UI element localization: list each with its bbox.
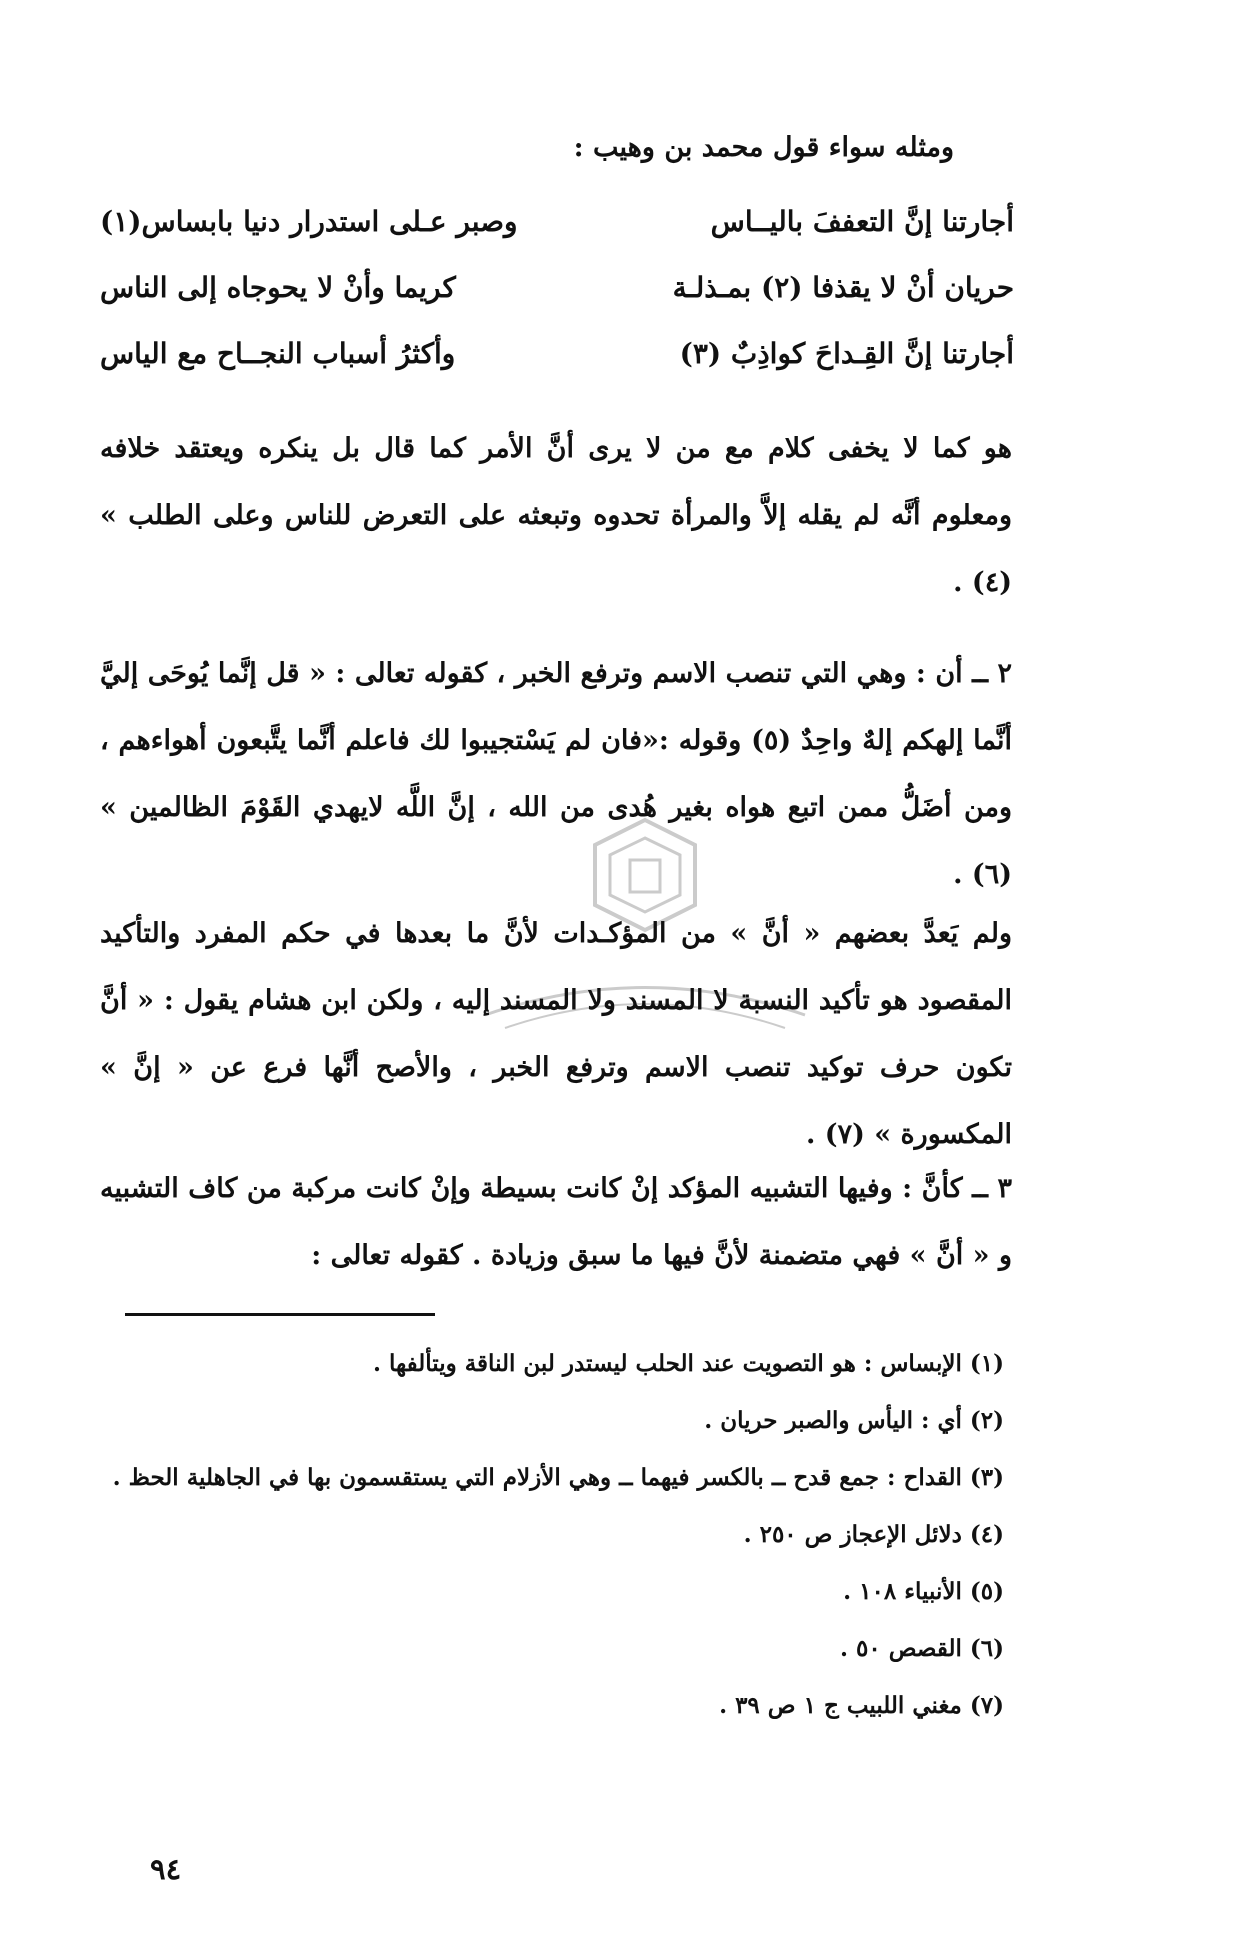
footnote-4: (٤) دلائل الإعجاز ص ٢٥٠ . <box>743 1521 1004 1548</box>
footnote-1: (١) الإبساس : هو التصويت عند الحلب ليستدر لبن الناقة ويتألفها . <box>373 1350 1004 1377</box>
verse-2 <box>100 271 1014 337</box>
footnotes <box>100 1340 1004 1739</box>
footnote-7: (٧) مغني اللبيب ج ١ ص ٣٩ . <box>719 1692 1004 1719</box>
verse-1-first-hemistich: أجارتنا إنَّ التعففَ باليــاس <box>710 205 1014 238</box>
poem-verses <box>100 205 1014 403</box>
paragraph-section-2-anna: ٢ ــ أن : وهي التي تنصب الاسم وترفع الخبر ، كقوله تعالى : « قل إنَّما يُوحَى إليَّ أنَّما إلهكم إلهٌ واحِدٌ (٥) وقوله :«فان لم يَسْتجيبوا لك فاعلم أنَّما يتَّبعون أهواءهم ، ومن أضَلُّ ممن اتبع هواه بغير هُدى من الله ، إنَّ اللَّه لايهدي القَوْمَ الظالمين » (٦) . <box>100 658 1012 890</box>
paragraph-commentary: هو كما لا يخفى كلام مع من لا يرى أنَّ الأمر كما قال بل ينكره ويعتقد خلافه ومعلوم أنَّه لم يقله إلاَّ والمرأة تحدوه وتبعثه على التعرض للناس وعلى الطلب » (٤) . <box>100 433 1012 598</box>
page-number: ٩٤ <box>150 1852 182 1886</box>
footnote-3: (٣) القداح : جمع قدح ــ بالكسر فيهما ــ وهي الأزلام التي يستقسمون بها في الجاهلية الحظ . <box>112 1464 1004 1491</box>
verse-2-first-hemistich: حريان أنْ لا يقذفا (٢) بمـذلـة <box>672 271 1014 304</box>
verse-2-second-hemistich: كريما وأنْ لا يحوجاه إلى الناس <box>100 271 456 304</box>
footnote-5: (٥) الأنبياء ١٠٨ . <box>843 1578 1004 1605</box>
paragraph-section-3-kaanna: ٣ ــ كأنَّ : وفيها التشبيه المؤكد إنْ كانت بسيطة وإنْ كانت مركبة من كاف التشبيه و « أنَّ » فهي متضمنة لأنَّ فيها ما سبق وزيادة . كقوله تعالى : <box>100 1173 1012 1271</box>
footnote-divider <box>125 1313 435 1316</box>
footnote-6: (٦) القصص ٥٠ . <box>839 1635 1004 1662</box>
verse-1 <box>100 205 1014 271</box>
verse-3-first-hemistich: أجارتنا إنَّ القِـداحَ كواذِبٌ (٣) <box>679 337 1014 370</box>
verse-3 <box>100 337 1014 403</box>
intro-line: ومثله سواء قول محمد بن وهيب : <box>573 132 954 163</box>
verse-1-second-hemistich: وصبر عـلى استدرار دنيا بابساس(١) <box>100 205 518 238</box>
paragraph-ibn-hisham: ولم يَعدَّ بعضهم « أنَّ » من المؤكـدات لأنَّ ما بعدها في حكم المفرد والتأكيد المقصود هو تأكيد النسبة لا المسند ولا المسند إليه ، ولكن ابن هشام يقول : « أنَّ تكون حرف توكيد تنصب الاسم وترفع الخبر ، والأصح أنَّها فرع عن « إنَّ » المكسورة » (٧) . <box>100 918 1012 1150</box>
footnote-2: (٢) أي : اليأس والصبر حريان . <box>704 1407 1004 1434</box>
verse-3-second-hemistich: وأكثرُ أسباب النجــاح مع الياس <box>100 337 456 370</box>
